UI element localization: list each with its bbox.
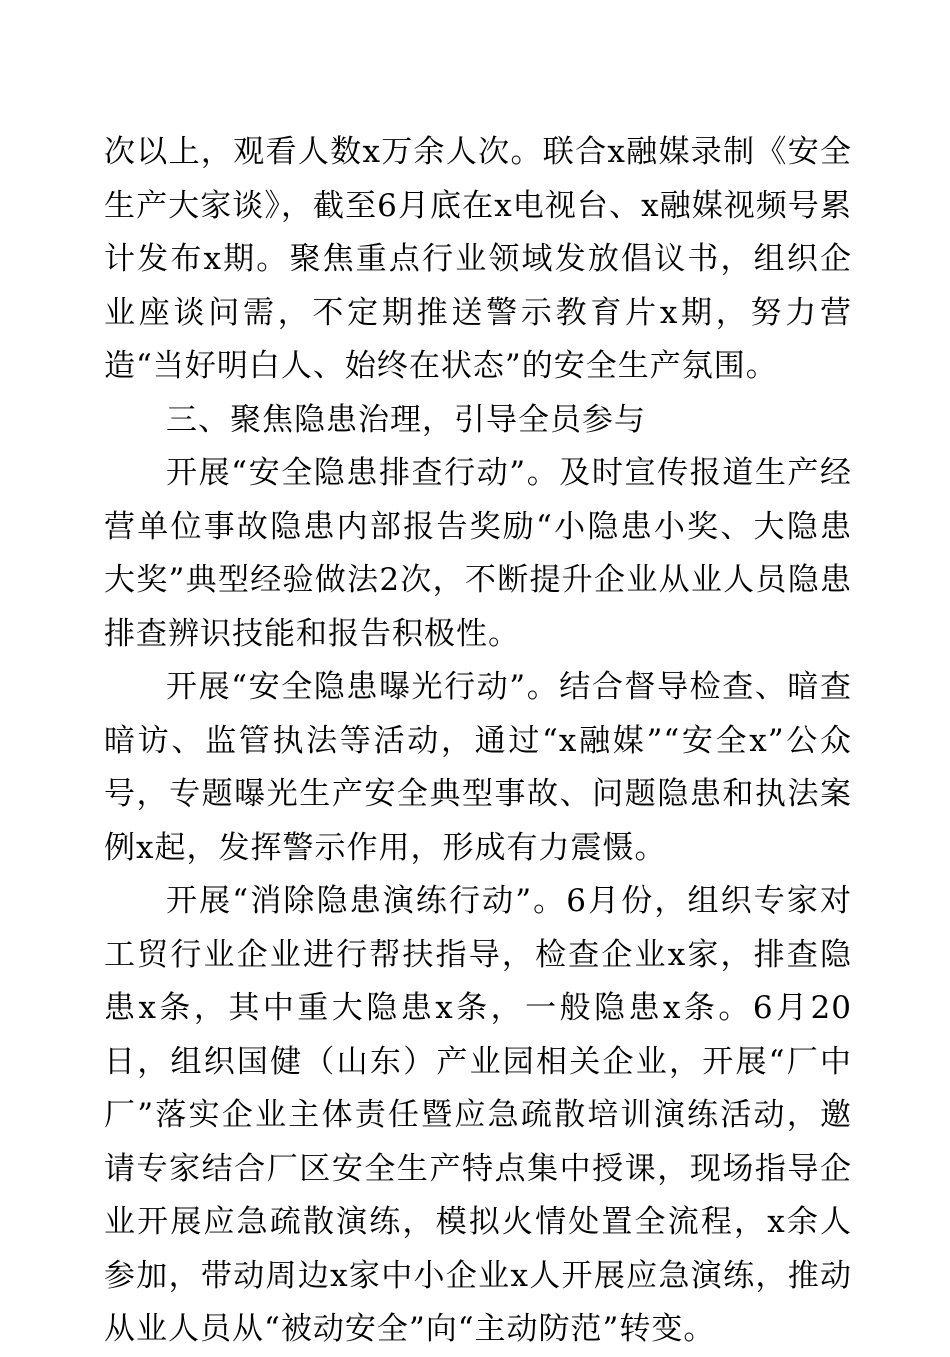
section-heading: 三、聚焦隐患治理，引导全员参与 [166,401,646,438]
paragraph-hazard-drill: 开展“消除隐患演练行动”。6月份，组织专家对工贸行业企业进行帮扶指导，检查企业x家，排查隐患x条，其中重大隐患x条，一般隐患x条。6月20日，组织国健（山东）产业园相关企业，开展“厂中厂”落实企业主体责任暨应急疏散培训演练活动，邀请专家结合厂区安全生产特点集中授课，现场指导企业开展应急疏散演练，模拟火情处置全流程，x余人参加，带动周边x家中小企业x人开展应急演练，推动从业人员从“被动安全”向“主动防范”转变。 [104,883,852,1347]
paragraph-hazard-exposure: 开展“安全隐患曝光行动”。结合督导检查、暗查暗访、监管执法等活动，通过“x融媒”“安全x”公众号，专题曝光生产安全典型事故、问题隐患和执法案例x起，发挥警示作用，形成有力震慑。 [104,669,852,866]
document-page [104,126,852,1357]
paragraph-continuation: 次以上，观看人数x万余人次。联合x融媒录制《安全生产大家谈》，截至6月底在x电视台、x融媒视频号累计发布x期。聚焦重点行业领域发放倡议书，组织企业座谈问需，不定期推送警示教育片x期，努力营造“当好明白人、始终在状态”的安全生产氛围。 [104,134,852,384]
paragraph-hazard-inspection: 开展“安全隐患排查行动”。及时宣传报道生产经营单位事故隐患内部报告奖励“小隐患小奖、大隐患大奖”典型经验做法2次，不断提升企业从业人员隐患排查辨识技能和报告积极性。 [104,455,852,652]
